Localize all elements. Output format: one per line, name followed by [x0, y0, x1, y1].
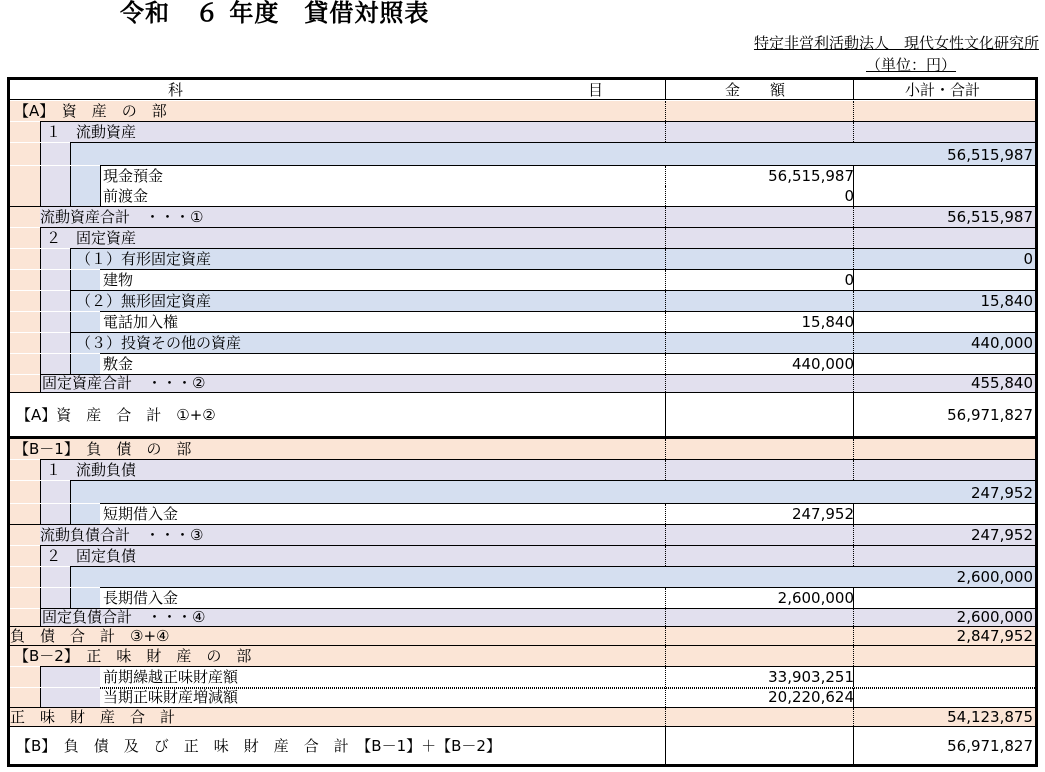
- short-term-loan-amount: 247,952: [791, 505, 854, 523]
- advance-label: 前渡金: [103, 187, 149, 205]
- current-assets-total-row: [10, 207, 1035, 227]
- fixed-assets-label: ２ 固定資産: [46, 229, 137, 247]
- building-amount: 0: [844, 271, 854, 289]
- net-assets-total-row: [10, 708, 1035, 726]
- final-total: 56,971,827: [947, 737, 1033, 755]
- investment-assets-subtotal: 440,000: [970, 334, 1033, 352]
- current-assets-total-label: 流動資産合計 ・・・①: [40, 208, 204, 226]
- assets-grand-total-label: 【A】資 産 合 計 ①+②: [16, 406, 216, 424]
- deposit-row: [10, 354, 1035, 374]
- prior-net-assets-amount: 33,903,251: [768, 668, 854, 686]
- long-term-loan-row: [10, 588, 1035, 608]
- short-term-loan-row: [10, 504, 1035, 524]
- fixed-assets-total-row: [10, 375, 1035, 392]
- building-row: [10, 270, 1035, 290]
- current-assets-label: １ 流動資産: [46, 123, 137, 141]
- net-assets-section-label: 【B－2】 正 味 財 産 の 部: [14, 647, 252, 665]
- current-net-change-amount: 20,220,624: [768, 688, 854, 706]
- fixed-liabilities-subtotal: 2,600,000: [956, 568, 1033, 586]
- building-label: 建物: [103, 271, 134, 289]
- long-term-loan-label: 長期借入金: [103, 589, 179, 607]
- phone-right-row: [10, 312, 1035, 332]
- tangible-assets-row: [10, 249, 1035, 269]
- tangible-assets-label: （１）有形固定資産: [76, 250, 212, 268]
- net-assets-total: 54,123,875: [947, 708, 1033, 726]
- deposit-label: 敷金: [103, 355, 134, 373]
- current-assets-subtotal: 56,515,987: [947, 146, 1033, 164]
- assets-section-label: 【A】 資 産 の 部: [14, 102, 167, 120]
- current-assets-subtotal-row: [10, 143, 1035, 165]
- fixed-assets-total: 455,840: [970, 374, 1033, 392]
- header-moku: 目: [588, 81, 604, 99]
- header-amount: 金 額: [725, 81, 786, 99]
- intangible-assets-row: [10, 291, 1035, 311]
- advance-amount: 0: [844, 187, 854, 205]
- long-term-loan-amount: 2,600,000: [777, 589, 854, 607]
- prior-net-assets-label: 前期繰越正味財産額: [103, 668, 239, 686]
- current-net-change-row: [10, 688, 1035, 707]
- table-header-row: [10, 80, 1035, 100]
- investment-assets-label: （３）投資その他の資産: [76, 334, 242, 352]
- tangible-assets-subtotal: 0: [1023, 250, 1033, 268]
- fixed-liabilities-row: [10, 546, 1035, 566]
- final-total-row: [10, 727, 1035, 764]
- current-liabilities-total-label: 流動負債合計 ・・・③: [40, 526, 204, 544]
- intangible-assets-subtotal: 15,840: [980, 292, 1033, 310]
- header-subtotal: 小計・合計: [905, 81, 981, 99]
- organization-name: 特定非営利活動法人 現代女性文化研究所: [753, 34, 1039, 52]
- assets-grand-total: 56,971,827: [947, 406, 1033, 424]
- current-liabilities-row: [10, 460, 1035, 480]
- fixed-liabilities-total-row: [10, 609, 1035, 626]
- liabilities-section-label: 【B－1】 負 債 の 部: [14, 440, 192, 458]
- fixed-liabilities-label: ２ 固定負債: [46, 547, 137, 565]
- assets-grand-total-row: [10, 393, 1035, 436]
- intangible-assets-label: （２）無形固定資産: [76, 292, 212, 310]
- phone-right-label: 電話加入権: [103, 313, 179, 331]
- phone-right-amount: 15,840: [801, 313, 854, 331]
- fixed-liabilities-total-label: 固定負債合計 ・・・④: [42, 608, 206, 626]
- current-liabilities-subtotal-row: [10, 481, 1035, 503]
- prior-net-assets-row: [10, 667, 1035, 687]
- investment-assets-row: [10, 333, 1035, 353]
- document-title: 令和 ６ 年度 貸借対照表: [120, 0, 430, 27]
- current-net-change-label: 当期正味財産増減額: [103, 688, 239, 706]
- current-assets-total: 56,515,987: [947, 208, 1033, 226]
- balance-sheet-table: [7, 77, 1038, 767]
- assets-section-row: [10, 101, 1035, 121]
- header-ka: 科: [168, 81, 184, 99]
- fixed-liabilities-subtotal-row: [10, 567, 1035, 587]
- fixed-assets-row: [10, 228, 1035, 248]
- liabilities-section-row: [10, 439, 1035, 459]
- cash-amount: 56,515,987: [768, 167, 854, 185]
- advance-row: [10, 186, 1035, 206]
- liabilities-total: 2,847,952: [956, 627, 1033, 645]
- current-assets-row: [10, 122, 1035, 142]
- liabilities-total-label: 負 債 合 計 ③+④: [10, 627, 170, 645]
- net-assets-section-row: [10, 646, 1035, 666]
- current-liabilities-total: 247,952: [970, 526, 1033, 544]
- net-assets-total-label: 正 味 財 産 合 計: [10, 708, 176, 726]
- unit-label: （単位：円）: [866, 56, 957, 74]
- fixed-liabilities-total: 2,600,000: [956, 608, 1033, 626]
- current-liabilities-label: １ 流動負債: [46, 461, 137, 479]
- liabilities-total-row: [10, 627, 1035, 645]
- current-liabilities-total-row: [10, 525, 1035, 545]
- deposit-amount: 440,000: [791, 355, 854, 373]
- final-total-label: 【B】 負 債 及 び 正 味 財 産 合 計 【B－1】＋【B－2】: [16, 737, 501, 755]
- fixed-assets-total-label: 固定資産合計 ・・・②: [42, 374, 206, 392]
- cash-row: [10, 166, 1035, 186]
- current-liabilities-subtotal: 247,952: [970, 484, 1033, 502]
- cash-label: 現金預金: [103, 167, 164, 185]
- short-term-loan-label: 短期借入金: [103, 505, 179, 523]
